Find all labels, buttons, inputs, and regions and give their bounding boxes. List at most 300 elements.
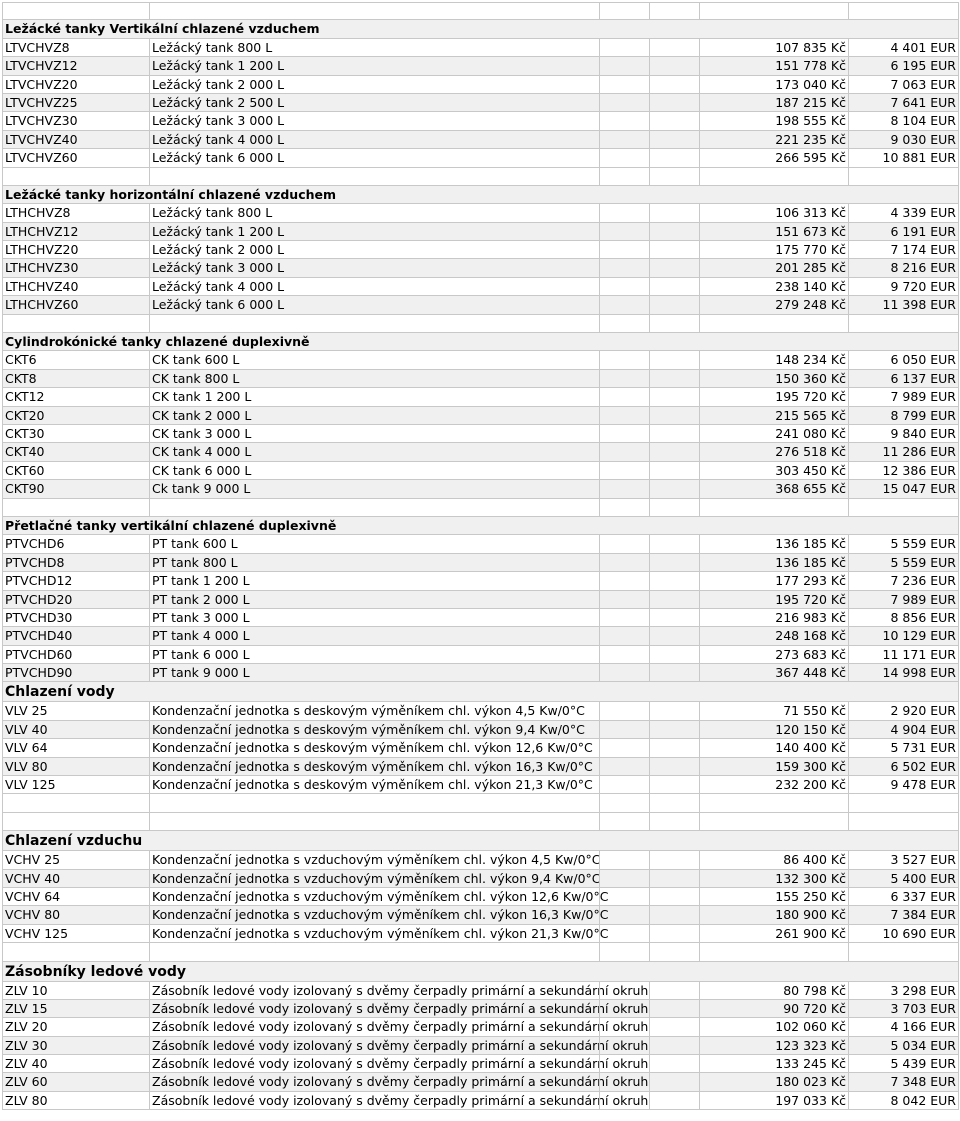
price-eur: 9 840 EUR bbox=[848, 425, 959, 442]
empty-cell bbox=[149, 168, 599, 185]
empty-cell bbox=[649, 499, 699, 516]
empty-cell bbox=[649, 278, 699, 295]
price-eur: 6 195 EUR bbox=[848, 57, 959, 74]
empty-cell bbox=[149, 794, 599, 811]
table-row bbox=[2, 462, 959, 480]
product-code: ZLV 30 bbox=[2, 1037, 149, 1054]
empty-cell bbox=[649, 870, 699, 887]
product-code: VCHV 64 bbox=[2, 888, 149, 905]
price-list-sheet bbox=[2, 2, 959, 1110]
product-name: Ležácký tank 3 000 L bbox=[149, 259, 599, 276]
table-row bbox=[2, 57, 959, 75]
section-title: Ležácké tanky Vertikální chlazené vzduchem bbox=[2, 20, 959, 37]
table-row bbox=[2, 443, 959, 461]
section-title: Zásobníky ledové vody bbox=[2, 962, 959, 981]
empty-cell bbox=[599, 535, 649, 552]
empty-cell bbox=[149, 3, 599, 19]
empty-cell bbox=[649, 131, 699, 148]
empty-cell bbox=[599, 278, 649, 295]
table-row bbox=[2, 351, 959, 369]
product-name: PT tank 3 000 L bbox=[149, 609, 599, 626]
empty-cell bbox=[848, 3, 959, 19]
empty-cell bbox=[599, 204, 649, 221]
empty-cell bbox=[649, 296, 699, 313]
empty-cell bbox=[649, 259, 699, 276]
product-code: CKT8 bbox=[2, 370, 149, 387]
section-header bbox=[2, 186, 959, 204]
empty-cell bbox=[599, 1037, 649, 1054]
product-code: CKT60 bbox=[2, 462, 149, 479]
product-name: Kondenzační jednotka s deskovým výměníkem chl. výkon 9,4 Kw/0°C bbox=[149, 721, 599, 738]
empty-cell bbox=[649, 739, 699, 756]
table-row bbox=[2, 906, 959, 924]
product-code: LTVCHVZ30 bbox=[2, 112, 149, 129]
product-name: Ležácký tank 800 L bbox=[149, 39, 599, 56]
price-czk: 276 518 Kč bbox=[699, 443, 848, 460]
empty-cell bbox=[649, 794, 699, 811]
empty-cell bbox=[649, 1073, 699, 1090]
product-code: LTHCHVZ60 bbox=[2, 296, 149, 313]
section-header bbox=[2, 333, 959, 351]
table-row bbox=[2, 888, 959, 906]
section-title: Přetlačné tanky vertikální chlazené duplexivně bbox=[2, 517, 959, 534]
product-code: CKT40 bbox=[2, 443, 149, 460]
table-row bbox=[2, 627, 959, 645]
product-name: Kondenzační jednotka s vzduchovým výměníkem chl. výkon 21,3 Kw/0°C bbox=[149, 925, 599, 942]
empty-cell bbox=[599, 39, 649, 56]
table-row bbox=[2, 407, 959, 425]
product-name: Ležácký tank 3 000 L bbox=[149, 112, 599, 129]
table-row bbox=[2, 112, 959, 130]
spacer-row bbox=[2, 315, 959, 333]
price-eur: 11 398 EUR bbox=[848, 296, 959, 313]
empty-cell bbox=[599, 1000, 649, 1017]
price-eur: 6 137 EUR bbox=[848, 370, 959, 387]
empty-cell bbox=[848, 813, 959, 830]
price-eur: 11 286 EUR bbox=[848, 443, 959, 460]
spacer-row bbox=[2, 943, 959, 961]
product-code: LTHCHVZ30 bbox=[2, 259, 149, 276]
product-name: Ležácký tank 6 000 L bbox=[149, 149, 599, 166]
price-czk: 215 565 Kč bbox=[699, 407, 848, 424]
product-code: LTHCHVZ20 bbox=[2, 241, 149, 258]
empty-cell bbox=[699, 794, 848, 811]
price-czk: 201 285 Kč bbox=[699, 259, 848, 276]
product-code: PTVCHD12 bbox=[2, 572, 149, 589]
empty-cell bbox=[649, 943, 699, 960]
empty-cell bbox=[649, 609, 699, 626]
price-czk: 368 655 Kč bbox=[699, 480, 848, 497]
section-title: Ležácké tanky horizontální chlazené vzduchem bbox=[2, 186, 959, 203]
empty-cell bbox=[599, 94, 649, 111]
empty-cell bbox=[649, 57, 699, 74]
empty-cell bbox=[699, 315, 848, 332]
empty-cell bbox=[599, 572, 649, 589]
empty-cell bbox=[599, 870, 649, 887]
price-czk: 107 835 Kč bbox=[699, 39, 848, 56]
product-code: ZLV 20 bbox=[2, 1018, 149, 1035]
section-header bbox=[2, 962, 959, 982]
table-row bbox=[2, 554, 959, 572]
price-czk: 136 185 Kč bbox=[699, 535, 848, 552]
empty-cell bbox=[649, 1092, 699, 1109]
price-eur: 8 799 EUR bbox=[848, 407, 959, 424]
product-name: Ležácký tank 2 000 L bbox=[149, 241, 599, 258]
table-row bbox=[2, 1000, 959, 1018]
empty-cell bbox=[2, 813, 149, 830]
table-row bbox=[2, 664, 959, 682]
product-name: Ležácký tank 2 500 L bbox=[149, 94, 599, 111]
empty-cell bbox=[599, 554, 649, 571]
empty-cell bbox=[599, 627, 649, 644]
empty-cell bbox=[599, 112, 649, 129]
empty-cell bbox=[649, 407, 699, 424]
empty-cell bbox=[599, 758, 649, 775]
empty-cell bbox=[2, 168, 149, 185]
price-eur: 6 050 EUR bbox=[848, 351, 959, 368]
price-eur: 2 920 EUR bbox=[848, 702, 959, 719]
product-name: CK tank 600 L bbox=[149, 351, 599, 368]
product-name: PT tank 2 000 L bbox=[149, 591, 599, 608]
table-row bbox=[2, 241, 959, 259]
empty-cell bbox=[599, 609, 649, 626]
empty-cell bbox=[149, 499, 599, 516]
empty-cell bbox=[599, 1073, 649, 1090]
product-name: Ležácký tank 1 200 L bbox=[149, 223, 599, 240]
table-row bbox=[2, 851, 959, 869]
empty-cell bbox=[649, 1018, 699, 1035]
empty-cell bbox=[599, 3, 649, 19]
price-eur: 3 527 EUR bbox=[848, 851, 959, 868]
product-name: CK tank 3 000 L bbox=[149, 425, 599, 442]
empty-cell bbox=[649, 627, 699, 644]
empty-cell bbox=[599, 57, 649, 74]
table-row bbox=[2, 609, 959, 627]
price-eur: 10 690 EUR bbox=[848, 925, 959, 942]
empty-cell bbox=[649, 758, 699, 775]
price-czk: 248 168 Kč bbox=[699, 627, 848, 644]
table-row bbox=[2, 1037, 959, 1055]
product-code: PTVCHD6 bbox=[2, 535, 149, 552]
empty-cell bbox=[599, 1055, 649, 1072]
product-name: Zásobník ledové vody izolovaný s dvěmy čerpadly primární a sekundární okruh bbox=[149, 1000, 599, 1017]
price-eur: 8 104 EUR bbox=[848, 112, 959, 129]
price-czk: 177 293 Kč bbox=[699, 572, 848, 589]
spacer-row bbox=[2, 168, 959, 186]
price-eur: 8 042 EUR bbox=[848, 1092, 959, 1109]
product-name: Ck tank 9 000 L bbox=[149, 480, 599, 497]
product-code: ZLV 60 bbox=[2, 1073, 149, 1090]
spacer-row bbox=[2, 813, 959, 831]
table-row bbox=[2, 425, 959, 443]
price-czk: 106 313 Kč bbox=[699, 204, 848, 221]
price-czk: 303 450 Kč bbox=[699, 462, 848, 479]
empty-cell bbox=[649, 1055, 699, 1072]
product-code: LTVCHVZ8 bbox=[2, 39, 149, 56]
empty-cell bbox=[848, 794, 959, 811]
empty-cell bbox=[649, 462, 699, 479]
empty-cell bbox=[2, 794, 149, 811]
price-eur: 4 166 EUR bbox=[848, 1018, 959, 1035]
empty-cell bbox=[599, 241, 649, 258]
empty-cell bbox=[649, 906, 699, 923]
empty-cell bbox=[599, 407, 649, 424]
table-row bbox=[2, 1018, 959, 1036]
product-code: LTVCHVZ25 bbox=[2, 94, 149, 111]
product-code: VCHV 125 bbox=[2, 925, 149, 942]
product-name: Zásobník ledové vody izolovaný s dvěmy čerpadly primární a sekundární okruh bbox=[149, 1037, 599, 1054]
empty-cell bbox=[599, 443, 649, 460]
empty-cell bbox=[2, 3, 149, 19]
price-czk: 221 235 Kč bbox=[699, 131, 848, 148]
empty-cell bbox=[649, 3, 699, 19]
product-name: CK tank 800 L bbox=[149, 370, 599, 387]
empty-cell bbox=[649, 982, 699, 999]
price-czk: 132 300 Kč bbox=[699, 870, 848, 887]
empty-cell bbox=[649, 702, 699, 719]
product-name: Zásobník ledové vody izolovaný s dvěmy čerpadly primární a sekundární okruh bbox=[149, 1073, 599, 1090]
price-eur: 9 030 EUR bbox=[848, 131, 959, 148]
empty-cell bbox=[599, 370, 649, 387]
empty-cell bbox=[649, 425, 699, 442]
empty-cell bbox=[649, 591, 699, 608]
product-code: LTHCHVZ8 bbox=[2, 204, 149, 221]
table-row bbox=[2, 646, 959, 664]
product-name: Ležácký tank 2 000 L bbox=[149, 76, 599, 93]
empty-cell bbox=[649, 925, 699, 942]
product-name: Ležácký tank 800 L bbox=[149, 204, 599, 221]
table-row bbox=[2, 535, 959, 553]
price-eur: 5 034 EUR bbox=[848, 1037, 959, 1054]
empty-cell bbox=[599, 1018, 649, 1035]
product-name: Kondenzační jednotka s deskovým výměníkem chl. výkon 16,3 Kw/0°C bbox=[149, 758, 599, 775]
product-code: CKT30 bbox=[2, 425, 149, 442]
empty-cell bbox=[599, 296, 649, 313]
product-code: ZLV 10 bbox=[2, 982, 149, 999]
product-code: VLV 40 bbox=[2, 721, 149, 738]
empty-cell bbox=[599, 351, 649, 368]
product-code: VCHV 25 bbox=[2, 851, 149, 868]
empty-cell bbox=[2, 943, 149, 960]
product-code: PTVCHD60 bbox=[2, 646, 149, 663]
price-eur: 4 339 EUR bbox=[848, 204, 959, 221]
empty-cell bbox=[649, 888, 699, 905]
empty-cell bbox=[649, 370, 699, 387]
price-eur: 10 881 EUR bbox=[848, 149, 959, 166]
price-eur: 6 191 EUR bbox=[848, 223, 959, 240]
price-czk: 180 023 Kč bbox=[699, 1073, 848, 1090]
price-eur: 5 731 EUR bbox=[848, 739, 959, 756]
empty-cell bbox=[599, 888, 649, 905]
table-row bbox=[2, 223, 959, 241]
price-czk: 187 215 Kč bbox=[699, 94, 848, 111]
empty-cell bbox=[599, 721, 649, 738]
price-czk: 195 720 Kč bbox=[699, 591, 848, 608]
table-row bbox=[2, 591, 959, 609]
empty-cell bbox=[649, 443, 699, 460]
empty-cell bbox=[599, 813, 649, 830]
price-eur: 8 856 EUR bbox=[848, 609, 959, 626]
empty-cell bbox=[599, 315, 649, 332]
empty-cell bbox=[599, 149, 649, 166]
product-name: CK tank 2 000 L bbox=[149, 407, 599, 424]
price-czk: 120 150 Kč bbox=[699, 721, 848, 738]
empty-cell bbox=[649, 204, 699, 221]
table-row bbox=[2, 259, 959, 277]
price-czk: 151 673 Kč bbox=[699, 223, 848, 240]
product-code: CKT90 bbox=[2, 480, 149, 497]
product-name: Kondenzační jednotka s vzduchovým výměníkem chl. výkon 16,3 Kw/0°C bbox=[149, 906, 599, 923]
price-czk: 155 250 Kč bbox=[699, 888, 848, 905]
price-czk: 133 245 Kč bbox=[699, 1055, 848, 1072]
product-name: CK tank 4 000 L bbox=[149, 443, 599, 460]
product-code: PTVCHD8 bbox=[2, 554, 149, 571]
price-czk: 175 770 Kč bbox=[699, 241, 848, 258]
empty-cell bbox=[599, 776, 649, 793]
product-name: PT tank 600 L bbox=[149, 535, 599, 552]
price-eur: 4 401 EUR bbox=[848, 39, 959, 56]
empty-cell bbox=[599, 794, 649, 811]
empty-cell bbox=[599, 925, 649, 942]
price-eur: 7 174 EUR bbox=[848, 241, 959, 258]
empty-cell bbox=[599, 462, 649, 479]
price-eur: 10 129 EUR bbox=[848, 627, 959, 644]
price-czk: 86 400 Kč bbox=[699, 851, 848, 868]
product-name: Ležácký tank 4 000 L bbox=[149, 131, 599, 148]
section-title: Cylindrokónické tanky chlazené duplexivně bbox=[2, 333, 959, 350]
empty-cell bbox=[599, 131, 649, 148]
product-name: Zásobník ledové vody izolovaný s dvěmy čerpadly primární a sekundární okruh bbox=[149, 1092, 599, 1109]
table-row bbox=[2, 1092, 959, 1110]
price-eur: 7 641 EUR bbox=[848, 94, 959, 111]
table-row bbox=[2, 278, 959, 296]
price-czk: 90 720 Kč bbox=[699, 1000, 848, 1017]
empty-cell bbox=[649, 721, 699, 738]
product-name: CK tank 1 200 L bbox=[149, 388, 599, 405]
price-czk: 241 080 Kč bbox=[699, 425, 848, 442]
empty-cell bbox=[848, 943, 959, 960]
empty-cell bbox=[699, 499, 848, 516]
empty-cell bbox=[2, 315, 149, 332]
product-code: PTVCHD20 bbox=[2, 591, 149, 608]
empty-cell bbox=[599, 168, 649, 185]
empty-cell bbox=[848, 499, 959, 516]
price-eur: 7 063 EUR bbox=[848, 76, 959, 93]
product-name: Ležácký tank 1 200 L bbox=[149, 57, 599, 74]
empty-cell bbox=[699, 813, 848, 830]
table-row bbox=[2, 925, 959, 943]
empty-cell bbox=[699, 168, 848, 185]
price-czk: 367 448 Kč bbox=[699, 664, 848, 681]
product-code: ZLV 40 bbox=[2, 1055, 149, 1072]
empty-cell bbox=[649, 149, 699, 166]
empty-cell bbox=[599, 76, 649, 93]
product-code: VCHV 80 bbox=[2, 906, 149, 923]
table-row bbox=[2, 149, 959, 167]
product-name: Zásobník ledové vody izolovaný s dvěmy čerpadly primární a sekundární okruh bbox=[149, 982, 599, 999]
empty-cell bbox=[699, 943, 848, 960]
empty-cell bbox=[649, 776, 699, 793]
price-eur: 11 171 EUR bbox=[848, 646, 959, 663]
empty-cell bbox=[599, 943, 649, 960]
product-name: Kondenzační jednotka s vzduchovým výměníkem chl. výkon 4,5 Kw/0°C bbox=[149, 851, 599, 868]
empty-cell bbox=[2, 499, 149, 516]
product-name: Kondenzační jednotka s deskovým výměníkem chl. výkon 12,6 Kw/0°C bbox=[149, 739, 599, 756]
table-row bbox=[2, 776, 959, 794]
price-czk: 71 550 Kč bbox=[699, 702, 848, 719]
product-code: ZLV 80 bbox=[2, 1092, 149, 1109]
price-czk: 136 185 Kč bbox=[699, 554, 848, 571]
empty-cell bbox=[149, 813, 599, 830]
product-code: VLV 125 bbox=[2, 776, 149, 793]
spacer-row bbox=[2, 2, 959, 20]
empty-cell bbox=[649, 351, 699, 368]
product-code: LTVCHVZ12 bbox=[2, 57, 149, 74]
price-czk: 195 720 Kč bbox=[699, 388, 848, 405]
product-code: LTVCHVZ60 bbox=[2, 149, 149, 166]
empty-cell bbox=[149, 943, 599, 960]
price-eur: 3 703 EUR bbox=[848, 1000, 959, 1017]
table-row bbox=[2, 39, 959, 57]
product-code: PTVCHD40 bbox=[2, 627, 149, 644]
price-eur: 6 502 EUR bbox=[848, 758, 959, 775]
table-row bbox=[2, 870, 959, 888]
product-code: VLV 25 bbox=[2, 702, 149, 719]
empty-cell bbox=[149, 315, 599, 332]
product-code: LTVCHVZ20 bbox=[2, 76, 149, 93]
price-eur: 3 298 EUR bbox=[848, 982, 959, 999]
price-czk: 232 200 Kč bbox=[699, 776, 848, 793]
table-row bbox=[2, 572, 959, 590]
empty-cell bbox=[649, 480, 699, 497]
empty-cell bbox=[649, 1037, 699, 1054]
section-header bbox=[2, 20, 959, 38]
empty-cell bbox=[599, 906, 649, 923]
section-header bbox=[2, 517, 959, 535]
empty-cell bbox=[599, 664, 649, 681]
price-eur: 7 989 EUR bbox=[848, 591, 959, 608]
product-name: Zásobník ledové vody izolovaný s dvěmy čerpadly primární a sekundární okruh bbox=[149, 1055, 599, 1072]
table-row bbox=[2, 370, 959, 388]
empty-cell bbox=[649, 39, 699, 56]
table-row bbox=[2, 758, 959, 776]
empty-cell bbox=[599, 982, 649, 999]
product-name: Kondenzační jednotka s deskovým výměníkem chl. výkon 4,5 Kw/0°C bbox=[149, 702, 599, 719]
product-code: LTVCHVZ40 bbox=[2, 131, 149, 148]
price-eur: 5 559 EUR bbox=[848, 535, 959, 552]
price-eur: 12 386 EUR bbox=[848, 462, 959, 479]
price-czk: 123 323 Kč bbox=[699, 1037, 848, 1054]
section-title: Chlazení vody bbox=[2, 682, 959, 701]
empty-cell bbox=[649, 223, 699, 240]
price-eur: 5 400 EUR bbox=[848, 870, 959, 887]
product-code: PTVCHD30 bbox=[2, 609, 149, 626]
price-czk: 102 060 Kč bbox=[699, 1018, 848, 1035]
price-czk: 140 400 Kč bbox=[699, 739, 848, 756]
price-eur: 7 384 EUR bbox=[848, 906, 959, 923]
empty-cell bbox=[599, 646, 649, 663]
table-row bbox=[2, 204, 959, 222]
price-czk: 148 234 Kč bbox=[699, 351, 848, 368]
empty-cell bbox=[848, 315, 959, 332]
table-row bbox=[2, 131, 959, 149]
product-name: Kondenzační jednotka s vzduchovým výměníkem chl. výkon 9,4 Kw/0°C bbox=[149, 870, 599, 887]
table-row bbox=[2, 388, 959, 406]
spacer-row bbox=[2, 499, 959, 517]
section-title: Chlazení vzduchu bbox=[2, 831, 959, 850]
table-row bbox=[2, 296, 959, 314]
product-name: PT tank 800 L bbox=[149, 554, 599, 571]
